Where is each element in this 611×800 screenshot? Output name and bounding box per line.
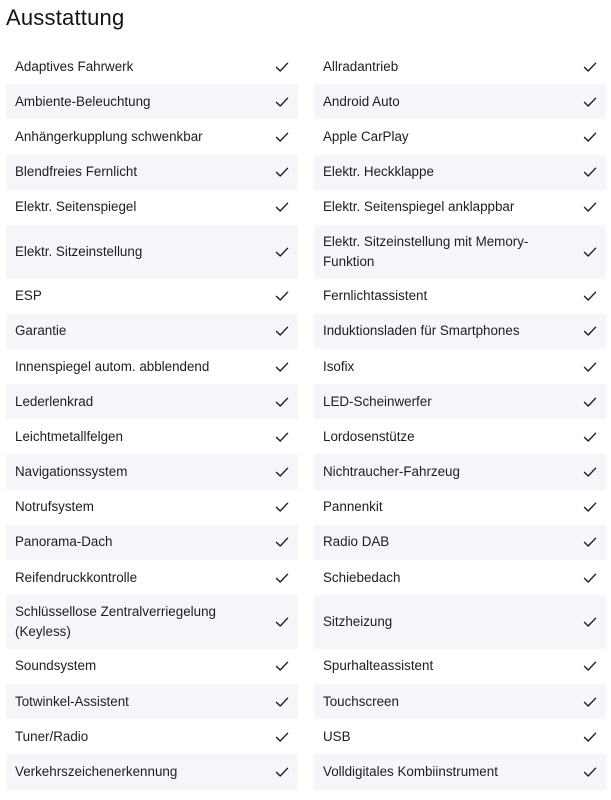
checkmark-icon xyxy=(583,289,597,303)
equipment-item xyxy=(6,155,298,190)
equipment-item-label: Notrufsystem xyxy=(15,499,94,515)
equipment-item xyxy=(6,49,298,84)
equipment-item-label: Elektr. Heckklappe xyxy=(323,164,434,180)
checkmark-icon xyxy=(583,765,597,779)
equipment-item-label: Schiebedach xyxy=(323,569,401,585)
equipment-item-label: Anhängerkupplung schwenkbar xyxy=(15,128,203,144)
equipment-item xyxy=(6,649,298,684)
equipment-item-label: LED-Scheinwerfer xyxy=(323,393,432,409)
equipment-item-label: Totwinkel-Assistent xyxy=(15,693,129,709)
checkmark-icon xyxy=(583,430,597,444)
equipment-item xyxy=(314,349,606,384)
equipment-item-label: Panorama-Dach xyxy=(15,534,113,550)
equipment-item-label: Garantie xyxy=(15,323,67,339)
checkmark-icon xyxy=(275,615,289,629)
checkmark-icon xyxy=(583,659,597,673)
equipment-item xyxy=(314,560,606,595)
checkmark-icon xyxy=(275,465,289,479)
checkmark-icon xyxy=(583,395,597,409)
equipment-item-label: Touchscreen xyxy=(323,693,399,709)
equipment-list xyxy=(6,49,607,790)
checkmark-icon xyxy=(583,465,597,479)
equipment-item xyxy=(6,560,298,595)
equipment-item-label: Schlüssellose Zentralverriegelung (Keyless) xyxy=(15,604,216,640)
equipment-item-label: Lederlenkrad xyxy=(15,393,94,409)
equipment-item xyxy=(314,119,606,154)
equipment-item-label: Allradantrieb xyxy=(323,58,399,74)
checkmark-icon xyxy=(275,289,289,303)
equipment-item xyxy=(6,384,298,419)
equipment-item-label: Elektr. Sitzeinstellung mit Memory-Funktion xyxy=(323,233,529,269)
equipment-item-label: Lordosenstütze xyxy=(323,428,415,444)
checkmark-icon xyxy=(583,360,597,374)
equipment-item-label: Fernlichtassistent xyxy=(323,288,428,304)
equipment-item-label: Innenspiegel autom. abblendend xyxy=(15,358,210,374)
equipment-item-label: Verkehrszeichenerkennung xyxy=(15,763,178,779)
checkmark-icon xyxy=(275,535,289,549)
equipment-item xyxy=(6,525,298,560)
checkmark-icon xyxy=(583,500,597,514)
checkmark-icon xyxy=(583,535,597,549)
checkmark-icon xyxy=(275,130,289,144)
checkmark-icon xyxy=(275,60,289,74)
checkmark-icon xyxy=(275,324,289,338)
checkmark-icon xyxy=(583,95,597,109)
equipment-item xyxy=(6,84,298,119)
equipment-item xyxy=(6,719,298,754)
equipment-item-label: Elektr. Sitzeinstellung xyxy=(15,243,143,259)
checkmark-icon xyxy=(275,430,289,444)
equipment-item xyxy=(6,279,298,314)
equipment-item-label: Blendfreies Fernlicht xyxy=(15,164,138,180)
checkmark-icon xyxy=(275,765,289,779)
equipment-item xyxy=(6,754,298,789)
checkmark-icon xyxy=(583,245,597,259)
equipment-item xyxy=(314,225,606,279)
equipment-item xyxy=(314,190,606,225)
equipment-item xyxy=(314,49,606,84)
equipment-item xyxy=(314,155,606,190)
checkmark-icon xyxy=(583,200,597,214)
checkmark-icon xyxy=(275,245,289,259)
equipment-item xyxy=(314,279,606,314)
checkmark-icon xyxy=(583,571,597,585)
equipment-item xyxy=(314,84,606,119)
equipment-item xyxy=(6,119,298,154)
equipment-item xyxy=(314,454,606,489)
equipment-item xyxy=(314,754,606,789)
checkmark-icon xyxy=(275,695,289,709)
checkmark-icon xyxy=(583,695,597,709)
equipment-item xyxy=(314,684,606,719)
checkmark-icon xyxy=(275,500,289,514)
equipment-item xyxy=(6,190,298,225)
equipment-item xyxy=(314,490,606,525)
equipment-item-label: Radio DAB xyxy=(323,534,390,550)
equipment-item xyxy=(6,490,298,525)
equipment-item xyxy=(314,595,606,649)
equipment-item-label: USB xyxy=(323,728,351,744)
equipment-item-label: Adaptives Fahrwerk xyxy=(15,58,134,74)
equipment-item-label: Sitzheizung xyxy=(323,614,393,630)
checkmark-icon xyxy=(583,324,597,338)
equipment-item-label: Android Auto xyxy=(323,93,400,109)
equipment-item xyxy=(314,525,606,560)
equipment-item xyxy=(314,419,606,454)
equipment-item-label: Tuner/Radio xyxy=(15,728,89,744)
equipment-item xyxy=(314,384,606,419)
equipment-item xyxy=(314,314,606,349)
equipment-item xyxy=(6,314,298,349)
equipment-item-label: Elektr. Seitenspiegel anklappbar xyxy=(323,199,515,215)
equipment-item-label: ESP xyxy=(15,288,42,304)
equipment-item-label: Elektr. Seitenspiegel xyxy=(15,199,137,215)
checkmark-icon xyxy=(275,659,289,673)
equipment-item xyxy=(6,225,298,279)
checkmark-icon xyxy=(275,395,289,409)
checkmark-icon xyxy=(583,60,597,74)
equipment-item xyxy=(6,595,298,649)
equipment-item xyxy=(6,349,298,384)
equipment-column-left xyxy=(6,49,298,790)
equipment-item xyxy=(314,649,606,684)
checkmark-icon xyxy=(275,571,289,585)
equipment-item xyxy=(6,419,298,454)
equipment-column-right xyxy=(314,49,606,790)
equipment-item xyxy=(6,454,298,489)
equipment-item-label: Ambiente-Beleuchtung xyxy=(15,93,151,109)
checkmark-icon xyxy=(583,730,597,744)
checkmark-icon xyxy=(275,95,289,109)
equipment-item-label: Leichtmetallfelgen xyxy=(15,428,123,444)
equipment-item-label: Pannenkit xyxy=(323,499,383,515)
checkmark-icon xyxy=(583,130,597,144)
checkmark-icon xyxy=(275,200,289,214)
checkmark-icon xyxy=(583,165,597,179)
equipment-item-label: Isofix xyxy=(323,358,355,374)
equipment-item-label: Induktionsladen für Smartphones xyxy=(323,323,520,339)
section-title: Ausstattung xyxy=(6,5,125,30)
checkmark-icon xyxy=(275,165,289,179)
checkmark-icon xyxy=(275,730,289,744)
equipment-item-label: Spurhalteassistent xyxy=(323,658,434,674)
equipment-item-label: Soundsystem xyxy=(15,658,97,674)
equipment-item-label: Reifendruckkontrolle xyxy=(15,569,138,585)
equipment-item-label: Navigationssystem xyxy=(15,464,128,480)
equipment-item xyxy=(314,719,606,754)
equipment-item-label: Nichtraucher-Fahrzeug xyxy=(323,464,460,480)
equipment-item xyxy=(6,684,298,719)
checkmark-icon xyxy=(275,360,289,374)
equipment-item-label: Apple CarPlay xyxy=(323,128,409,144)
checkmark-icon xyxy=(583,615,597,629)
equipment-item-label: Volldigitales Kombiinstrument xyxy=(323,763,498,779)
